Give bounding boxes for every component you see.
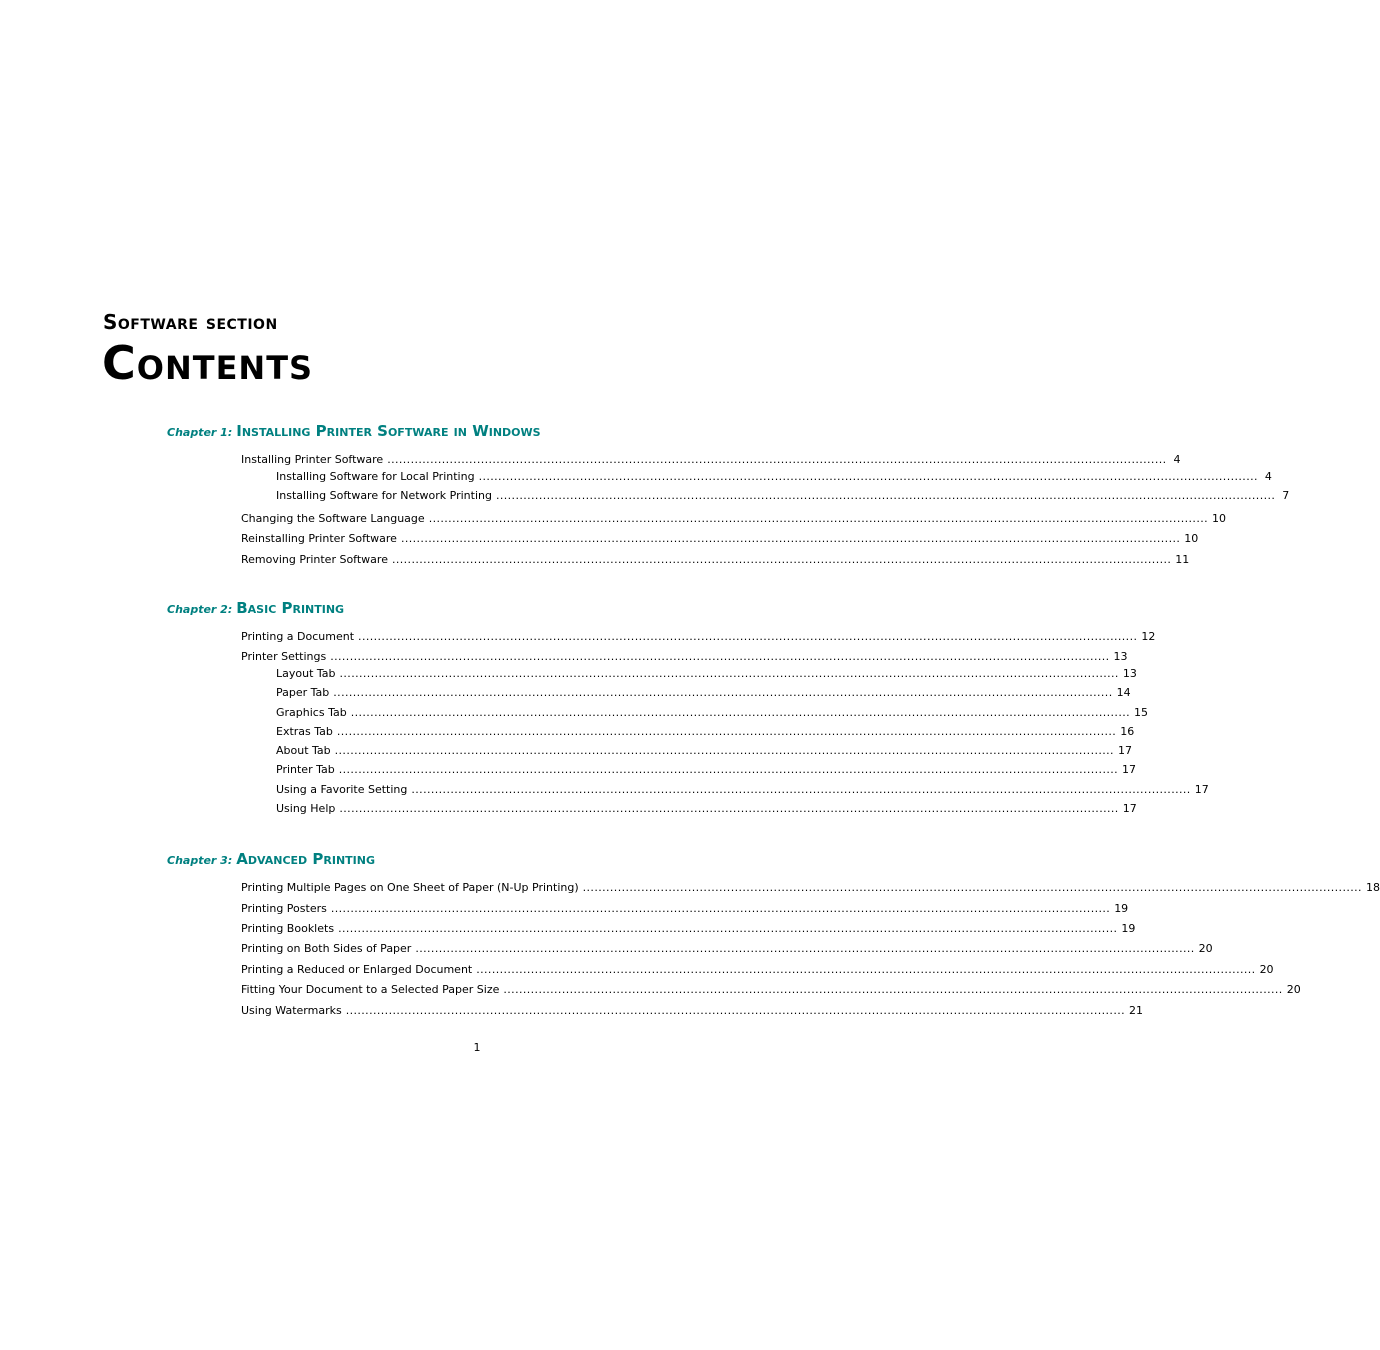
toc-entry-page: 4 <box>1264 470 1272 483</box>
chapter-title: Basic Printing <box>236 599 345 617</box>
toc-entry[interactable] <box>276 783 1209 797</box>
toc-entry-title: Paper Tab <box>276 686 330 699</box>
toc-entry-page: 12 <box>1141 630 1156 643</box>
chapter-3-heading <box>167 849 375 868</box>
leader-dots: ........................................................................................................................................................................................................ <box>495 489 1276 502</box>
toc-entry-title: Printing a Reduced or Enlarged Document <box>241 963 473 976</box>
toc-entry-page: 13 <box>1113 650 1128 663</box>
toc-entry[interactable] <box>241 942 1213 956</box>
toc-entry-page: 15 <box>1134 706 1149 719</box>
toc-entry-page: 14 <box>1116 686 1131 699</box>
toc-entry-title: Using Watermarks <box>241 1004 342 1017</box>
leader-dots: ........................................................................................................................................................................................................ <box>334 744 1114 757</box>
leader-dots: ........................................................................................................................................................................................................ <box>582 881 1362 894</box>
chapter-label: Chapter 2: <box>167 603 233 616</box>
toc-entry-page: 17 <box>1122 802 1137 815</box>
leader-dots: ........................................................................................................................................................................................................ <box>476 963 1256 976</box>
page-number: 1 <box>473 1041 481 1054</box>
toc-entry-title: Layout Tab <box>276 667 336 680</box>
leader-dots: ........................................................................................................................................................................................................ <box>400 532 1181 545</box>
toc-entry-title: Using a Favorite Setting <box>276 783 408 796</box>
leader-dots: ........................................................................................................................................................................................................ <box>338 763 1119 776</box>
toc-entry[interactable] <box>276 667 1137 681</box>
toc-entry[interactable] <box>276 489 1290 503</box>
leader-dots: ........................................................................................................................................................................................................ <box>345 1004 1126 1017</box>
toc-entry-title: Printing Booklets <box>241 922 335 935</box>
toc-entry-title: Printing on Both Sides of Paper <box>241 942 412 955</box>
toc-entry-title: Installing Software for Network Printing <box>276 489 492 502</box>
toc-entry[interactable] <box>241 453 1181 467</box>
toc-entry-title: About Tab <box>276 744 331 757</box>
leader-dots: ........................................................................................................................................................................................................ <box>330 650 1110 663</box>
chapter-label: Chapter 3: <box>167 854 233 867</box>
leader-dots: ........................................................................................................................................................................................................ <box>478 470 1258 483</box>
toc-entry[interactable] <box>276 725 1135 739</box>
toc-entry[interactable] <box>276 802 1137 816</box>
toc-entry-title: Printer Tab <box>276 763 335 776</box>
toc-entry-page: 18 <box>1365 881 1380 894</box>
toc-entry-page: 19 <box>1114 902 1129 915</box>
leader-dots: ........................................................................................................................................................................................................ <box>411 783 1191 796</box>
leader-dots: ........................................................................................................................................................................................................ <box>350 706 1131 719</box>
chapter-2-heading <box>167 598 344 617</box>
toc-entry[interactable] <box>241 512 1227 526</box>
toc-entry-page: 20 <box>1198 942 1213 955</box>
toc-entry-page: 19 <box>1121 922 1136 935</box>
leader-dots: ........................................................................................................................................................................................................ <box>415 942 1195 955</box>
chapter-title: Advanced Printing <box>236 850 375 868</box>
toc-entry[interactable] <box>241 630 1156 644</box>
leader-dots: ........................................................................................................................................................................................................ <box>358 630 1138 643</box>
toc-entry-page: 10 <box>1184 532 1199 545</box>
toc-entry-title: Using Help <box>276 802 336 815</box>
toc-entry-title: Printer Settings <box>241 650 327 663</box>
toc-entry-page: 10 <box>1212 512 1227 525</box>
toc-entry-title: Printing Multiple Pages on One Sheet of Paper (N-Up Printing) <box>241 881 579 894</box>
toc-entry[interactable] <box>276 763 1137 777</box>
toc-entry[interactable] <box>241 983 1301 997</box>
toc-entry[interactable] <box>241 963 1274 977</box>
toc-entry-title: Fitting Your Document to a Selected Paper Size <box>241 983 500 996</box>
toc-entry-page: 17 <box>1122 763 1137 776</box>
toc-entry-title: Printing a Document <box>241 630 355 643</box>
leader-dots: ........................................................................................................................................................................................................ <box>336 725 1117 738</box>
toc-entry-page: 4 <box>1173 453 1181 466</box>
toc-entry[interactable] <box>241 650 1128 664</box>
toc-entry[interactable] <box>241 1004 1144 1018</box>
leader-dots: ........................................................................................................................................................................................................ <box>428 512 1209 525</box>
page-title: Contents <box>102 336 314 390</box>
chapter-1-heading <box>167 421 541 440</box>
toc-entry-page: 17 <box>1194 783 1209 796</box>
leader-dots: ........................................................................................................................................................................................................ <box>391 553 1172 566</box>
toc-entry-title: Removing Printer Software <box>241 553 388 566</box>
toc-entry-page: 16 <box>1120 725 1135 738</box>
leader-dots: ........................................................................................................................................................................................................ <box>333 686 1113 699</box>
toc-entry-title: Extras Tab <box>276 725 333 738</box>
leader-dots: ........................................................................................................................................................................................................ <box>338 922 1118 935</box>
toc-entry-title: Installing Software for Local Printing <box>276 470 475 483</box>
toc-entry-page: 13 <box>1122 667 1137 680</box>
toc-entry[interactable] <box>241 553 1190 567</box>
section-title: Software section <box>103 310 278 334</box>
toc-entry[interactable] <box>276 470 1272 484</box>
leader-dots: ........................................................................................................................................................................................................ <box>339 802 1119 815</box>
toc-entry-title: Changing the Software Language <box>241 512 425 525</box>
leader-dots: ........................................................................................................................................................................................................ <box>503 983 1283 996</box>
toc-entry[interactable] <box>241 532 1199 546</box>
toc-entry-title: Reinstalling Printer Software <box>241 532 397 545</box>
toc-entry-page: 21 <box>1129 1004 1144 1017</box>
toc-entry-title: Installing Printer Software <box>241 453 384 466</box>
toc-entry[interactable] <box>241 902 1129 916</box>
toc-entry-page: 7 <box>1282 489 1290 502</box>
chapter-label: Chapter 1: <box>167 426 233 439</box>
toc-entry[interactable] <box>276 706 1149 720</box>
toc-entry[interactable] <box>276 686 1131 700</box>
leader-dots: ........................................................................................................................................................................................................ <box>387 453 1167 466</box>
toc-entry-title: Printing Posters <box>241 902 327 915</box>
leader-dots: ........................................................................................................................................................................................................ <box>330 902 1111 915</box>
toc-entry-page: 17 <box>1117 744 1132 757</box>
toc-entry[interactable] <box>241 922 1136 936</box>
toc-entry-page: 20 <box>1286 983 1301 996</box>
toc-entry[interactable] <box>276 744 1132 758</box>
toc-entry-page: 11 <box>1175 553 1190 566</box>
chapter-title: Installing Printer Software in Windows <box>236 422 541 440</box>
toc-entry[interactable] <box>241 881 1380 895</box>
toc-entry-title: Graphics Tab <box>276 706 347 719</box>
leader-dots: ........................................................................................................................................................................................................ <box>339 667 1119 680</box>
toc-entry-page: 20 <box>1259 963 1274 976</box>
